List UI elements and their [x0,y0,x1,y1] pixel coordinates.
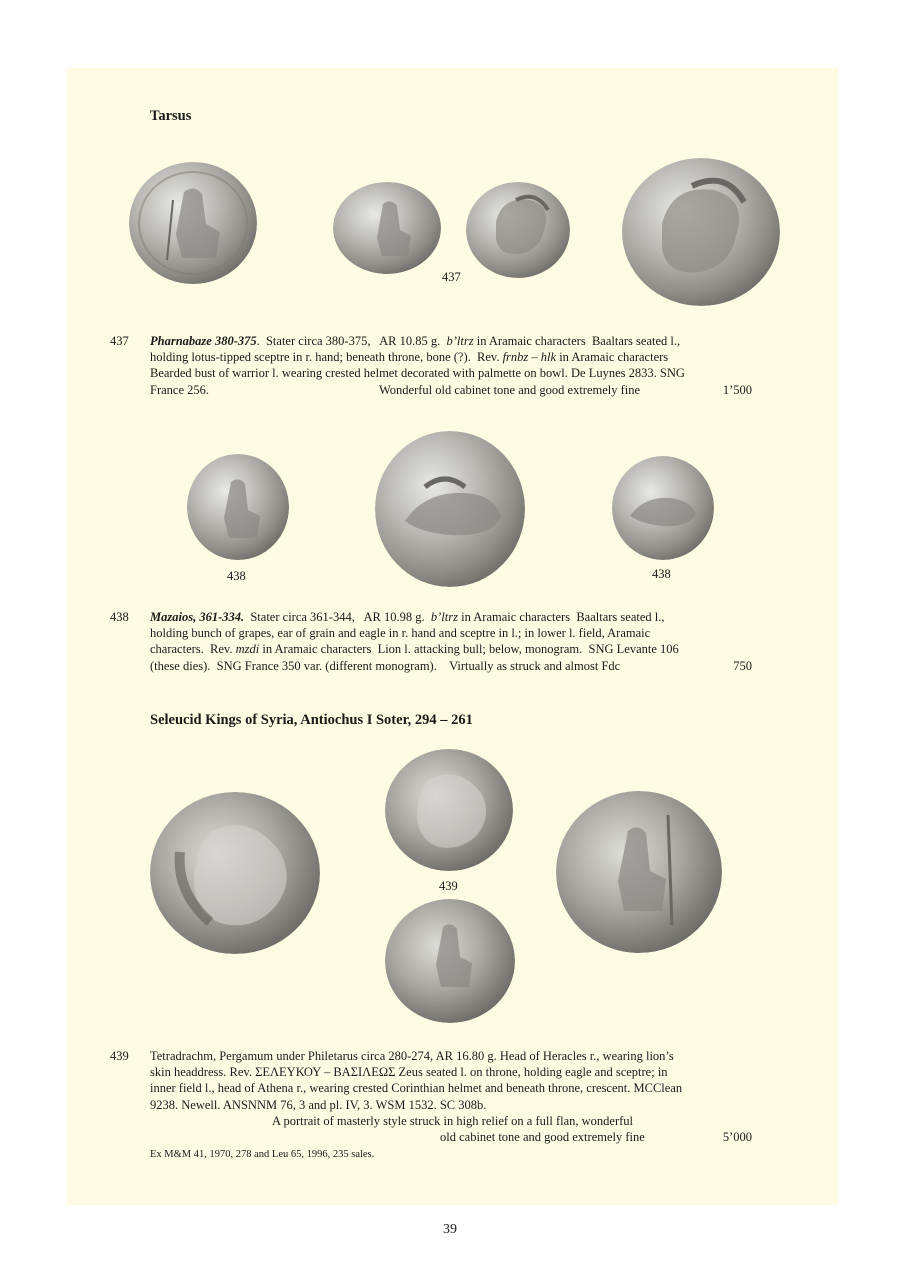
reference-condition: (these dies). SNG France 350 var. (different monogram). Virtually as struck and almost Fdc [150,658,621,673]
lot-number: 437 [110,334,129,348]
text: in Aramaic characters [556,350,669,365]
legend: b’ltrz [430,610,458,624]
lot-title: Pharnabaze 380-375 [150,334,257,348]
lot-439-description [110,1048,752,1145]
lot-437-description [110,333,752,398]
text: in Aramaic characters Baaltars seated l., [457,610,665,624]
condition: old cabinet tone and good extremely fine [440,1130,645,1144]
lot-437-line4 [150,382,752,398]
lot-438-line1 [150,609,752,625]
coin-438-reverse-large [375,431,525,587]
photo-label-439: 439 [439,879,458,893]
lot-437-line2 [150,349,668,365]
reference: France 256. [150,382,210,397]
photo-label-437: 437 [442,270,461,284]
text: . Stater circa 380-375, AR 10.85 g. [256,334,447,348]
estimate: 750 [733,658,752,673]
coin-439-reverse-small [385,899,515,1023]
lot-number: 439 [110,1049,129,1063]
text: in Aramaic characters Baaltars seated l., [473,334,681,348]
section-heading-seleucid: Seleucid Kings of Syria, Antiochus I Soter, 294 – 261 [150,712,473,728]
condition: Wonderful old cabinet tone and good extremely fine [379,382,641,397]
legend: mzdi [235,642,260,657]
lot-439-condition-line1 [150,1113,752,1129]
coin-437-obverse-large [129,162,257,284]
lot-439-line3: inner field l., head of Athena r., wearing crested Corinthian helmet and beneath throne, crescent. MCClean [150,1081,683,1096]
section-heading-tarsus: Tarsus [150,108,192,124]
lot-438-line2: holding bunch of grapes, ear of grain and eagle in r. hand and sceptre in l.; in lower l. field, Aramaic [150,626,651,641]
lot-437-line3: Bearded bust of warrior l. wearing crested helmet decorated with palmette on bowl. De Luynes 2833. SNG [150,366,685,381]
estimate: 1’500 [722,382,752,397]
text: holding lotus-tipped sceptre in r. hand; beneath throne, bone (?). Rev. [150,350,503,365]
page-number: 39 [443,1222,457,1237]
estimate: 5’000 [722,1130,752,1144]
coin-439-obverse-large [150,792,320,954]
text: characters. Rev. [150,642,236,657]
lot-439-line4: 9238. Newell. ANSNNM 76, 3 and pl. IV, 3. WSM 1532. SC 308b. [150,1097,487,1112]
lot-title: Mazaios, 361-334. [150,610,245,624]
text: in Aramaic characters Lion l. attacking bull; below, monogram. SNG Levante 106 [259,642,679,657]
condition: A portrait of masterly style struck in high relief on a full flan, wonderful [272,1113,634,1128]
coin-437-reverse-large [622,158,780,306]
coin-437-obverse-small [333,182,441,274]
coin-439-reverse-large [556,791,722,953]
lot-439-provenance: Ex M&M 41, 1970, 278 and Leu 65, 1996, 235 sales. [150,1149,375,1160]
lot-number: 438 [110,610,129,624]
lot-439-line2: skin headdress. Rev. ΣΕΛΕΥΚΟΥ – ΒΑΣΙΛΕΩΣ Zeus seated l. on throne, holding eagle and sceptre; in [150,1065,668,1080]
text: Stater circa 361-344, AR 10.98 g. [244,610,431,624]
coin-437-reverse-small [466,182,570,278]
photo-label-438-right: 438 [652,567,671,581]
lot-438-line3 [150,641,752,657]
lot-438-description [110,609,752,674]
lot-437-line1 [150,333,680,349]
coin-439-obverse-small [385,749,513,871]
coin-438-reverse-small [612,456,714,560]
lot-439-line1: Tetradrachm, Pergamum under Philetarus circa 280-274, AR 16.80 g. Head of Heracles r., wearing lion’s [150,1049,674,1063]
photo-label-438-left: 438 [227,569,246,583]
lot-438-line4 [150,658,752,674]
coin-438-obverse [187,454,289,560]
lot-439-condition-line2 [150,1129,752,1145]
legend: frnbz – hlk [502,350,557,365]
legend: b’ltrz [446,334,474,348]
